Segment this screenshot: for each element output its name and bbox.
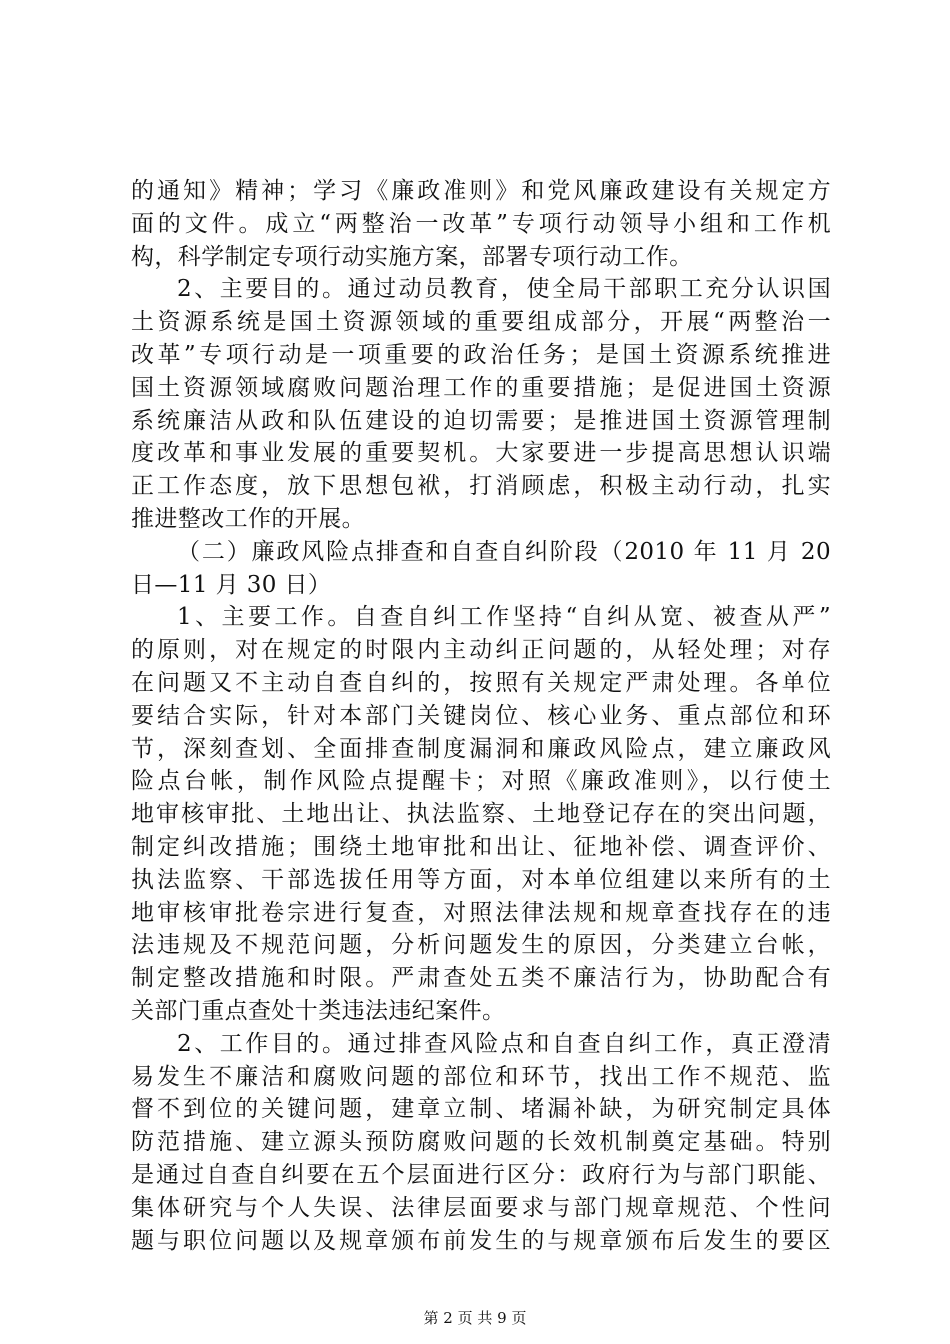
text-line: 集体研究与个人失误、法律层面要求与部门规章规范、个性问 xyxy=(131,1194,831,1221)
text-line: 系统廉洁从政和队伍建设的迫切需要；是推进国土资源管理制 xyxy=(131,407,831,434)
text-line: 关部门重点查处十类违法违纪案件。 xyxy=(131,997,506,1024)
text-line: 面的文件。成立“两整治一改革”专项行动领导小组和工作机 xyxy=(131,210,831,237)
text-line: 执法监察、干部选拔任用等方面，对本单位组建以来所有的土 xyxy=(131,866,831,893)
text-line: 土资源系统是国土资源领域的重要组成部分，开展“两整治一 xyxy=(131,309,831,336)
text-line: 1、主要工作。自查自纠工作坚持“自纠从宽、被查从严” xyxy=(177,604,831,631)
text-line: 制定纠改措施；围绕土地审批和出让、征地补偿、调查评价、 xyxy=(131,833,831,860)
text-line: 地审核审批、土地出让、执法监察、土地登记存在的突出问题， xyxy=(131,801,831,828)
page-number-label: 第 2 页 共 9 页 xyxy=(423,1309,527,1327)
text-line: 度改革和事业发展的重要契机。大家要进一步提高思想认识端 xyxy=(131,440,831,467)
text-line: 督不到位的关键问题，建章立制、堵漏补缺，为研究制定具体 xyxy=(131,1096,831,1123)
text-line: 在问题又不主动自查自纠的，按照有关规定严肃处理。各单位 xyxy=(131,669,831,696)
text-line: 构，科学制定专项行动实施方案，部署专项行动工作。 xyxy=(131,243,693,270)
text-line: 地审核审批卷宗进行复查，对照法律法规和规章查找存在的违 xyxy=(131,899,831,926)
text-line: 的通知》精神；学习《廉政准则》和党风廉政建设有关规定方 xyxy=(131,178,831,204)
text-line: （二）廉政风险点排查和自查自纠阶段（2010 年 11 月 20 xyxy=(177,538,831,565)
text-line: 日—11 月 30 日） xyxy=(131,571,332,598)
text-line: 国土资源领域腐败问题治理工作的重要措施；是促进国土资源 xyxy=(131,374,831,401)
text-line: 要结合实际，针对本部门关键岗位、核心业务、重点部位和环 xyxy=(131,702,831,729)
text-line: 推进整改工作的开展。 xyxy=(131,505,365,532)
text-line: 制定整改措施和时限。严肃查处五类不廉洁行为，协助配合有 xyxy=(131,965,831,992)
text-line: 正工作态度，放下思想包袱，打消顾虑，积极主动行动，扎实 xyxy=(131,473,831,500)
text-line: 题与职位问题以及规章颁布前发生的与规章颁布后发生的要区 xyxy=(131,1227,831,1254)
text-line: 改革”专项行动是一项重要的政治任务；是国土资源系统推进 xyxy=(131,341,831,368)
text-line: 2、主要目的。通过动员教育，使全局干部职工充分认识国 xyxy=(177,276,831,303)
text-line: 节，深刻查划、全面排查制度漏洞和廉政风险点，建立廉政风 xyxy=(131,735,831,762)
text-line: 防范措施、建立源头预防腐败问题的长效机制奠定基础。特别 xyxy=(131,1129,831,1156)
document-body xyxy=(131,175,831,1257)
page-footer xyxy=(0,1308,950,1328)
text-line: 是通过自查自纠要在五个层面进行区分：政府行为与部门职能、 xyxy=(131,1161,831,1188)
text-line: 易发生不廉洁和腐败问题的部位和环节，找出工作不规范、监 xyxy=(131,1063,831,1090)
text-line: 法违规及不规范问题，分析问题发生的原因，分类建立台帐， xyxy=(131,932,831,959)
text-line: 2、工作目的。通过排查风险点和自查自纠工作，真正澄清 xyxy=(177,1030,831,1057)
text-line: 的原则，对在规定的时限内主动纠正问题的，从轻处理；对存 xyxy=(131,637,831,664)
text-line: 险点台帐，制作风险点提醒卡；对照《廉政准则》，以行使土 xyxy=(131,768,831,795)
